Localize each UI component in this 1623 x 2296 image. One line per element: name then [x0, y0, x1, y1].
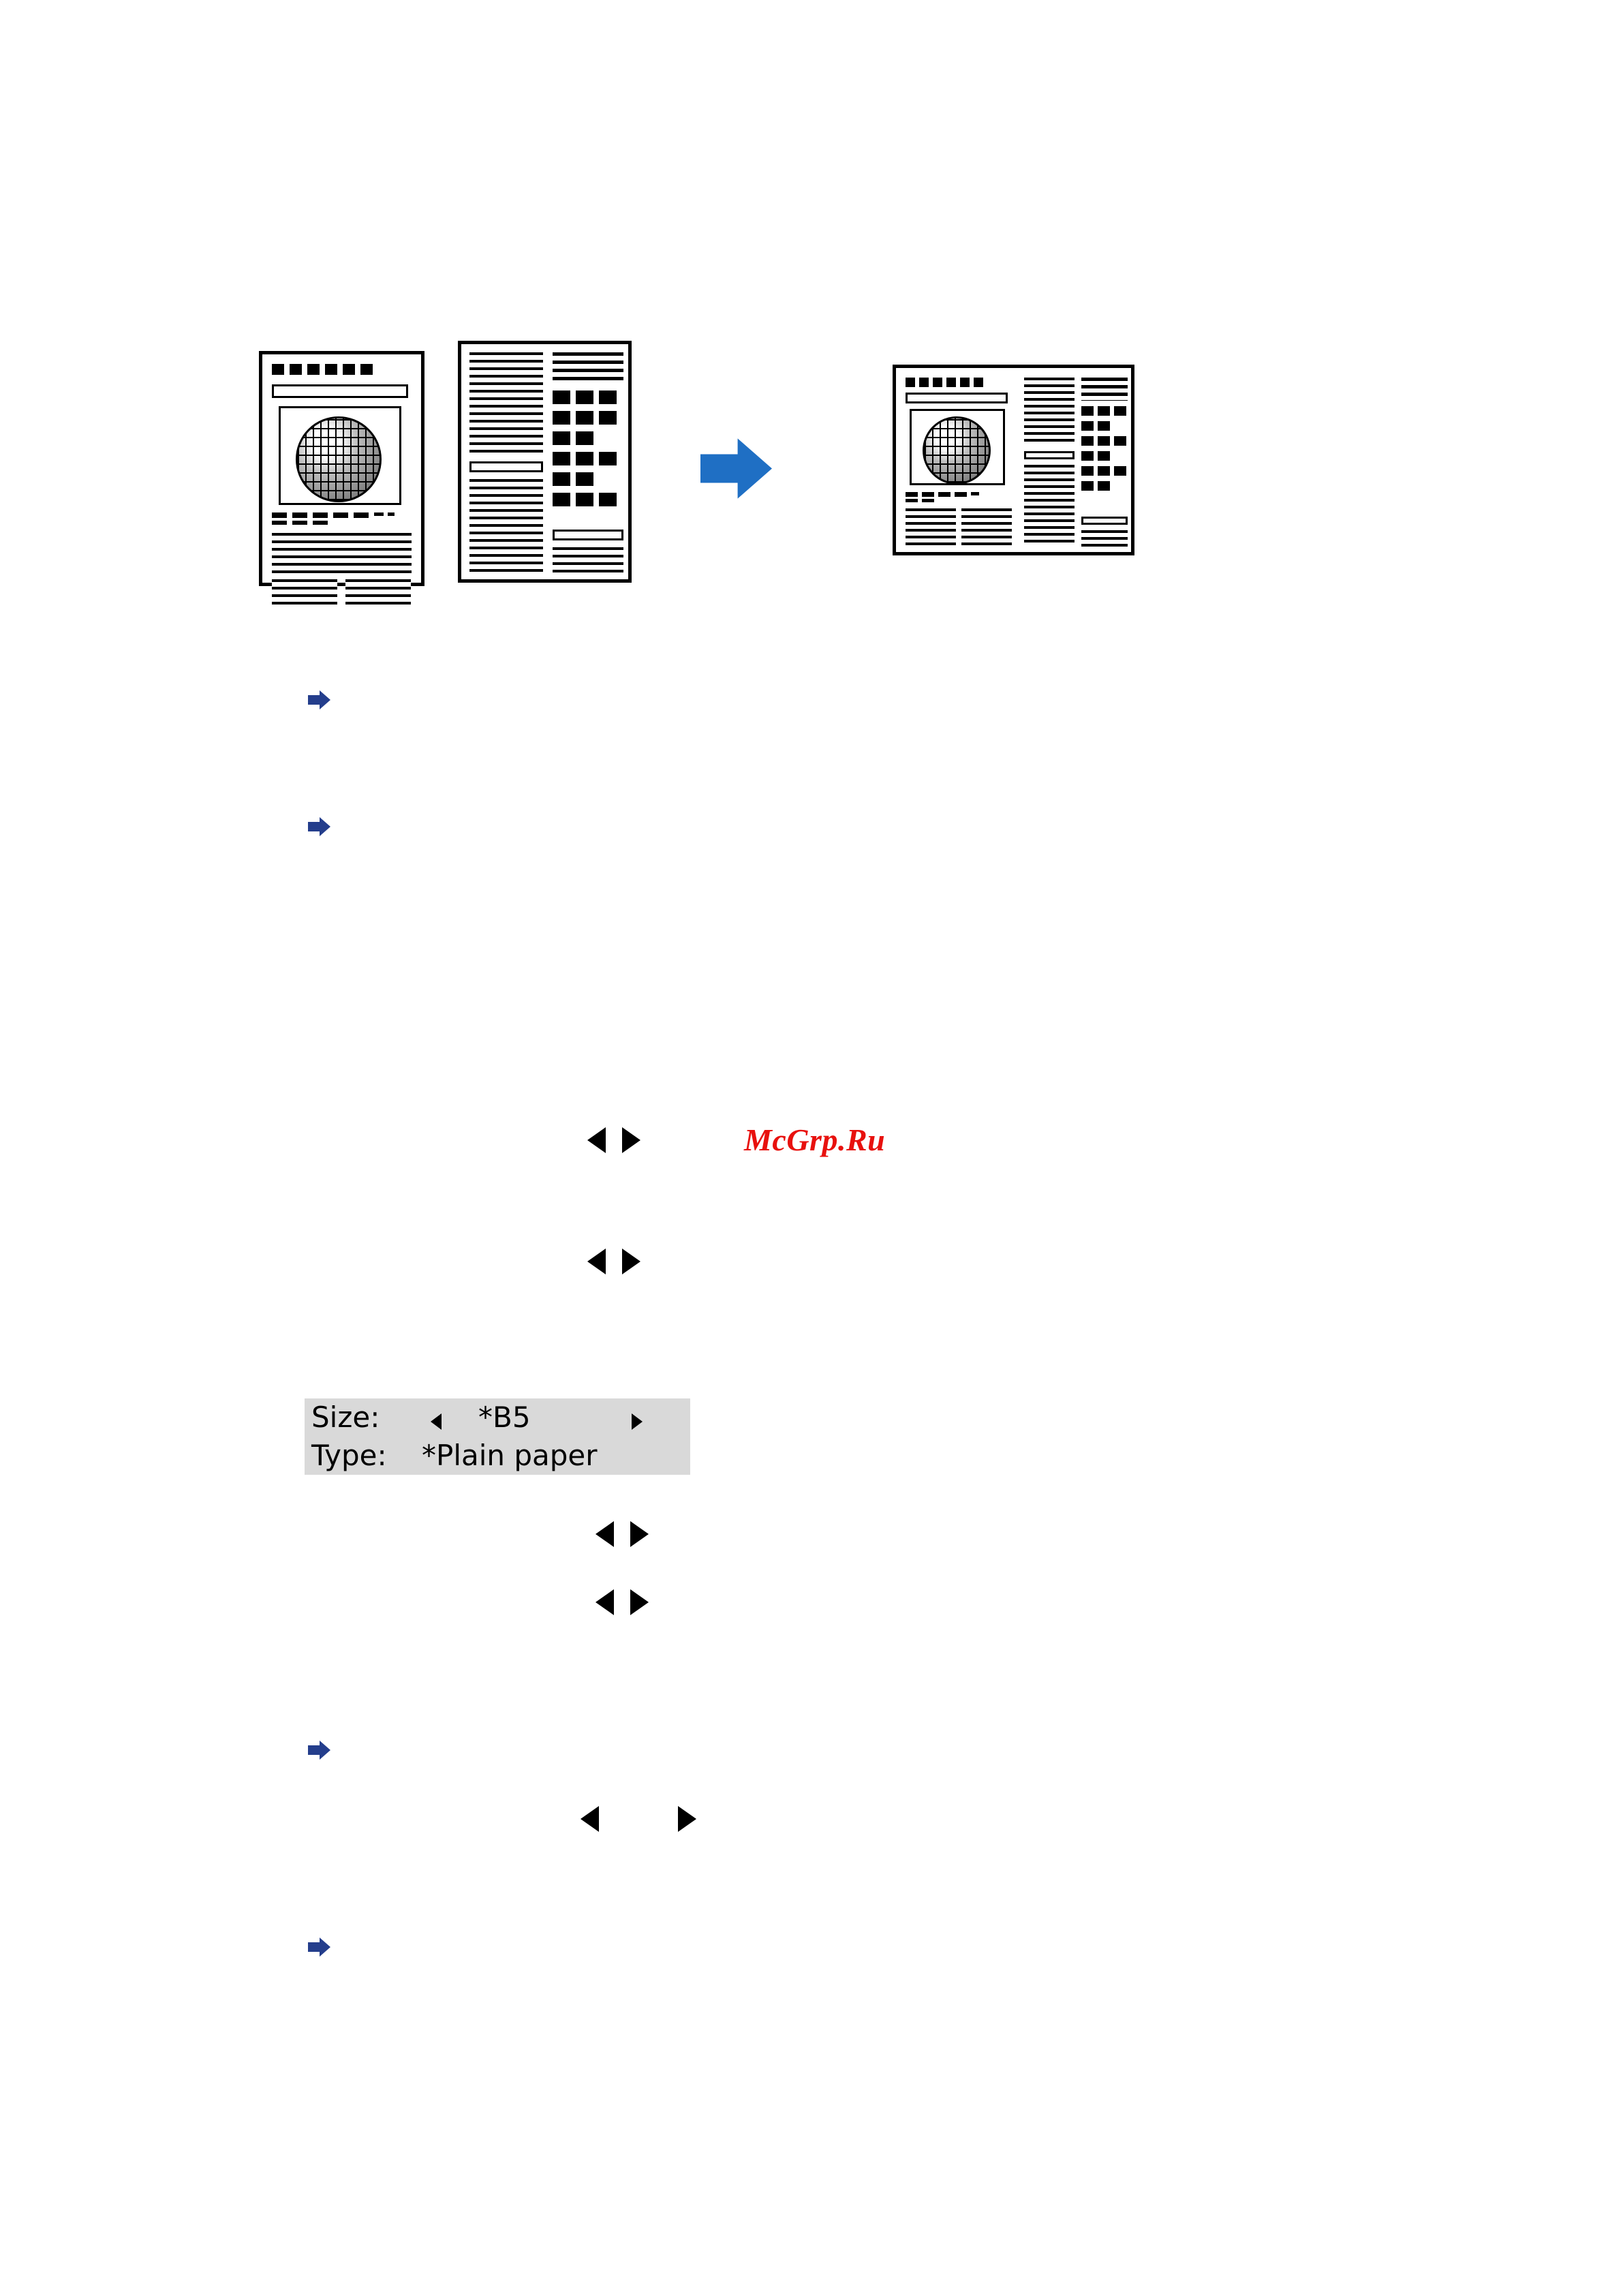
page-two-table-head — [553, 352, 623, 385]
lcd-panel — [305, 1398, 690, 1475]
page-one-header-ticks — [272, 364, 374, 375]
result-table-footer-text — [1081, 530, 1128, 547]
lcd-type-value: *Plain paper — [422, 1439, 598, 1472]
lcd-row-size — [305, 1398, 690, 1437]
bullet-arrow-1 — [308, 690, 331, 710]
result-right-col-bottom — [1024, 465, 1075, 545]
page-two-table-rows — [553, 391, 626, 520]
lcd-size-value: *B5 — [478, 1400, 531, 1434]
result-right-subhead — [1024, 451, 1075, 459]
page-one-tiny-blocks — [272, 512, 415, 525]
page-one-image-frame — [279, 406, 401, 505]
bullet-arrow-4 — [308, 1937, 331, 1957]
lcd-size-right-arrow-icon[interactable] — [632, 1413, 643, 1430]
lcd-type-label: Type: — [311, 1439, 387, 1472]
source-page-two — [458, 341, 632, 583]
watermark-text: McGrp.Ru — [744, 1122, 886, 1157]
globe-icon-small — [923, 416, 991, 485]
source-page-one — [259, 351, 424, 586]
globe-icon — [296, 416, 382, 502]
left-right-arrow-pair-2 — [587, 1249, 640, 1276]
page-two-col-left-bottom — [469, 479, 543, 575]
result-table-head — [1081, 378, 1128, 401]
result-text-col-2 — [961, 508, 1012, 547]
lcd-row-type — [305, 1437, 690, 1475]
result-table-rows — [1081, 406, 1129, 508]
lcd-size-left-arrow-icon[interactable] — [431, 1413, 442, 1430]
page-one-text-block-top — [272, 533, 412, 574]
lcd-size-label: Size: — [311, 1400, 380, 1434]
page-one-title-bar — [272, 384, 408, 398]
result-text-col-1 — [906, 508, 956, 547]
page-one-text-col-right — [345, 579, 411, 607]
page-one-text-col-left — [272, 579, 337, 607]
result-image-frame — [910, 409, 1005, 485]
page-two-footer-bar — [553, 530, 623, 540]
bullet-arrow-2 — [308, 816, 331, 837]
result-tiny-blocks — [906, 492, 1015, 503]
bullet-arrow-3 — [308, 1740, 331, 1760]
left-right-arrow-pair-3 — [596, 1521, 649, 1548]
page-two-subhead — [469, 461, 543, 472]
result-title-bar — [906, 393, 1008, 403]
left-right-arrow-pair-4 — [596, 1589, 649, 1617]
left-right-arrow-pair-1 — [587, 1127, 640, 1154]
page-two-col-left-top — [469, 352, 543, 455]
result-page — [893, 365, 1134, 555]
left-right-arrow-pair-5 — [581, 1806, 696, 1833]
result-table-footer-bar — [1081, 517, 1128, 525]
result-header-ticks — [906, 378, 987, 387]
process-arrow-icon — [700, 433, 772, 504]
illustration-group — [259, 334, 1145, 593]
result-right-col-top — [1024, 378, 1075, 446]
page-two-footer-text — [553, 547, 623, 575]
